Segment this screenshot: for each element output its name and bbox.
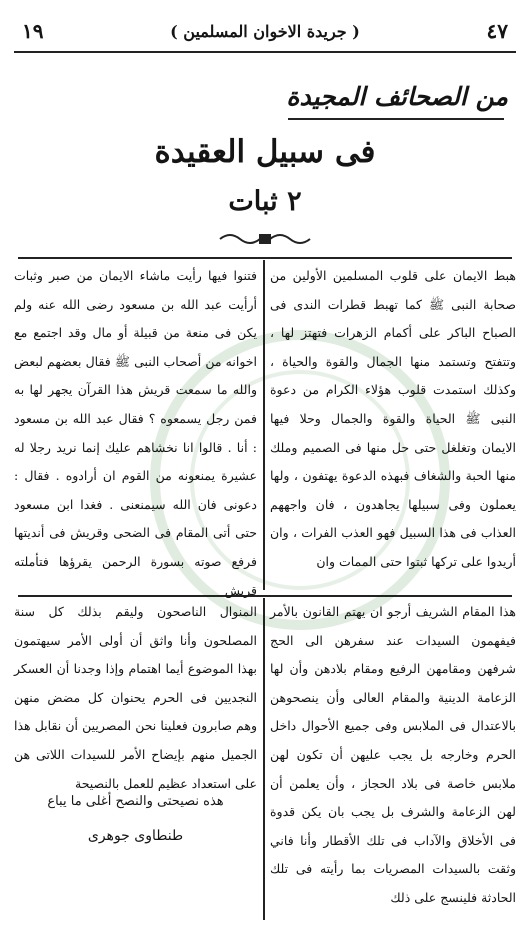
article-column-top-right	[270, 262, 516, 592]
paragraph: المنوال الناصحون وليقم بذلك كل سنة المصلحون وأنا واثق أن أولى الأمر سيهتمون بهذا الموضوع أيما اهتمام وإذا وجدنا أن العسكر النجديين فى الحرم يحنوان كل مضض منهن وهم صابرون فعلينا نحن المصريين أن نقابل هذا الجميل منهم بإيضاح الأمر للسيدات اللاتى هن على استعداد عظيم للعمل بالنصيحة	[14, 604, 257, 791]
column-divider-top	[263, 260, 265, 590]
paragraph: هذا المقام الشريف أرجو ان يهتم القانون بالأمر فيفهمون السيدات عند سفرهن الى الحج شرفهن ومقامهن الرفيع ومقام بلادهن وأن لها الزعامة الدينية والمقام العالى وأن ينصحوهن بالاعتدال فى الملابس وفى جميع الأحوال داخل الحرم وخارجه بل يجب عليهن أن تكون لهن ملابس خاصة فى بلاد الحجاز ، وأن يعلمن أن لهن الزعامة والشرف بل يجب بان يكن قدوة فى الأخلاق والآداب فى تلك الأقطار وأنا فاني وثقت بالسيدات المصريات بما رأيته فى تلك الحادثة فلينسج على ذلك	[270, 604, 516, 905]
closing-line: هذه نصيحتى والنصح أغلى ما يباع	[47, 794, 224, 809]
column-divider-bottom	[263, 598, 265, 920]
article-title: فى سبيل العقيدة	[154, 134, 376, 170]
ornament-divider	[218, 230, 312, 248]
paragraph: فتنوا فيها رأيت ماشاء الايمان من صبر وثبات أرأيت عبد الله بن مسعود رضى الله عنه ولم يكن فى منعة من قبيلة أو مال وقد اجتمع مع اخوانه من أصحاب النبى ﷺ فقال بعضهم لبعض والله ما سمعت قريش هذا القرآن يجهر لها به فمن رجل يسمعوه ؟ فقال عبد الله بن مسعود : أنا . قالوا انا نخشاهم عليك إنما نريد رجلا له عشيرة يمنعونه من القوم ان أرادوه . فقال : دعونى فان الله سيمنعنى . فغدا ابن مسعود حتى أتى المقام فى الضحى وقريش فى أنديتها فرفع صوته بسورة الرحمن يقرؤها فتأملته قريش	[14, 268, 257, 598]
page-number-left: ١٩	[22, 19, 44, 43]
section-heading-underline	[288, 118, 504, 120]
article-subtitle: ٢ ثبات	[228, 186, 302, 217]
column-top-rule	[18, 257, 512, 259]
article-column-bottom-left	[14, 598, 257, 791]
author-signature: طنطاوى جوهرى	[87, 828, 184, 844]
article-column-top-left	[14, 262, 257, 598]
paragraph: هبط الايمان على قلوب المسلمين الأولين من صحابة النبى ﷺ كما تهبط قطرات الندى فى الصباح الباكر على أكمام الزهرات فتهتز لها ، وتتفتح وتستمد منها الجمال والقوة والحياة ، وكذلك استمدت قلوب هؤلاء الكرام من دعوة النبى ﷺ الحياة والقوة والجمال وحلا فيها الايمان وتغلغل حتى حل منها فى الصميم وملك منها الحبة والشغاف فبهذه الدعوة يهتفون ، ولها يعملون وفى سبيلها يجاهدون ، فان واجههم العذاب فى هذا السبيل فهو العذب الفرات ، وان أريدوا على تركها ثبتوا حتى الممات وان	[270, 268, 516, 569]
article-column-bottom-right	[270, 598, 516, 918]
section-heading: من الصحائف المجيدة	[286, 82, 508, 111]
newspaper-title: ( جريدة الاخوان المسلمين )	[170, 21, 360, 41]
page-number-right: ٤٧	[486, 19, 508, 43]
header-rule	[14, 51, 516, 53]
page-header	[22, 14, 508, 48]
